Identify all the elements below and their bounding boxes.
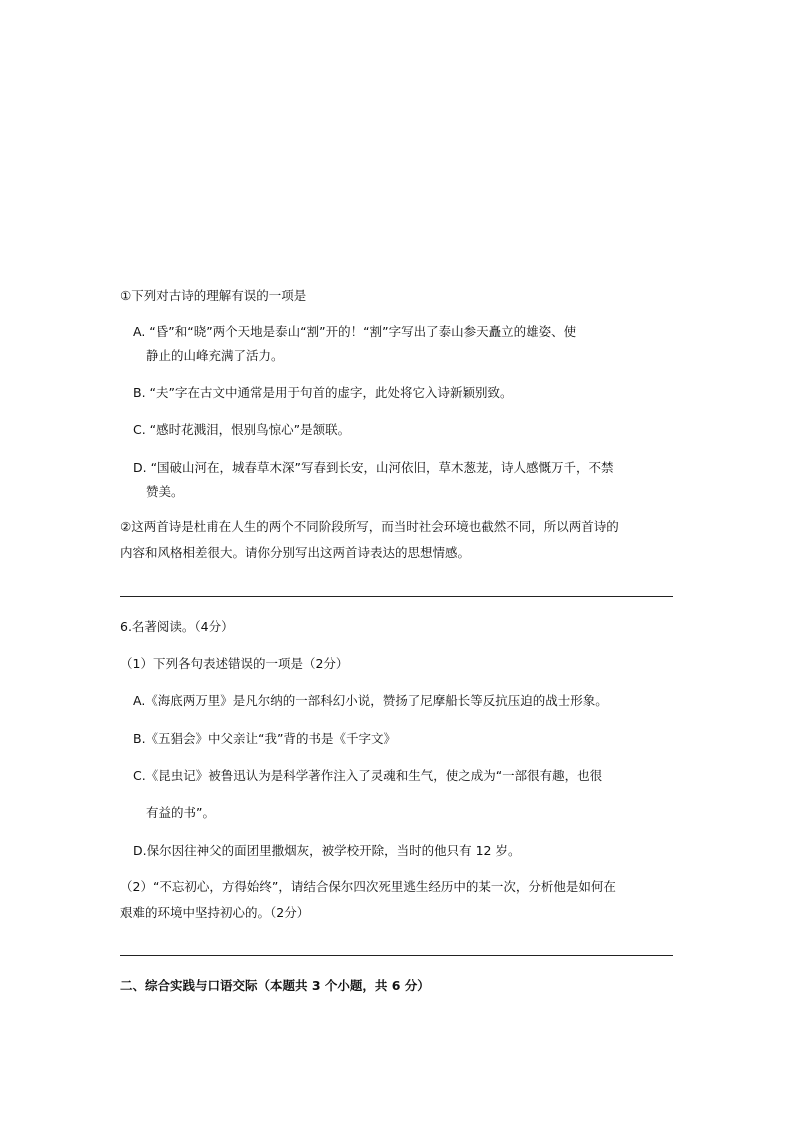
section2-title: 二、综合实践与口语交际（本题共 3 个小题，共 6 分） [120, 978, 430, 993]
answer-line-q5[interactable] [120, 596, 673, 597]
q5-option-a-line1: A. “昏”和“晓”两个天地是泰山“割”开的！“割”字写出了泰山参天矗立的雄姿、使 [133, 324, 577, 339]
q5-sub2-stem-line1: ②这两首诗是杜甫在人生的两个不同阶段所写，而当时社会环境也截然不同，所以两首诗的 [120, 519, 619, 534]
q5-option-d-line2: 赞美。 [146, 484, 184, 499]
q5-sub1-stem: ①下列对古诗的理解有误的一项是 [120, 288, 307, 303]
q6-option-a: A.《海底两万里》是凡尔纳的一部科幻小说，赞扬了尼摩船长等反抗压迫的战士形象。 [133, 693, 608, 708]
q6-title: 6.名著阅读。（4分） [120, 619, 234, 634]
q6-option-d: D.保尔因往神父的面团里撒烟灰，被学校开除，当时的他只有 12 岁。 [133, 843, 521, 858]
q6-option-b: B.《五猖会》中父亲让“我”背的书是《千字文》 [133, 731, 397, 746]
q5-option-c: C. “感时花溅泪，恨别鸟惊心”是颔联。 [133, 422, 351, 437]
q5-option-d-line1: D. “国破山河在，城春草木深”写春到长安，山河依旧，草木葱茏，诗人感慨万千，不禁 [133, 460, 614, 475]
q6-option-c-line2: 有益的书”。 [146, 805, 215, 820]
q5-option-b: B. “夫”字在古文中通常是用于句首的虚字，此处将它入诗新颖别致。 [133, 385, 513, 400]
q6-sub1-stem: （1）下列各句表述错误的一项是（2分） [120, 656, 349, 671]
q6-sub2-stem-line2: 艰难的环境中坚持初心的。（2分） [120, 905, 310, 920]
q6-option-c-line1: C.《昆虫记》被鲁迅认为是科学著作注入了灵魂和生气，使之成为“一部很有趣，也很 [133, 768, 603, 783]
q5-sub2-stem-line2: 内容和风格相差很大。请你分别写出这两首诗表达的思想情感。 [120, 545, 471, 560]
answer-line-q6[interactable] [120, 955, 673, 956]
q5-option-a-line2: 静止的山峰充满了活力。 [146, 348, 284, 363]
q6-sub2-stem-line1: （2）“不忘初心，方得始终”，请结合保尔四次死里逃生经历中的某一次，分析他是如何在 [120, 879, 616, 894]
